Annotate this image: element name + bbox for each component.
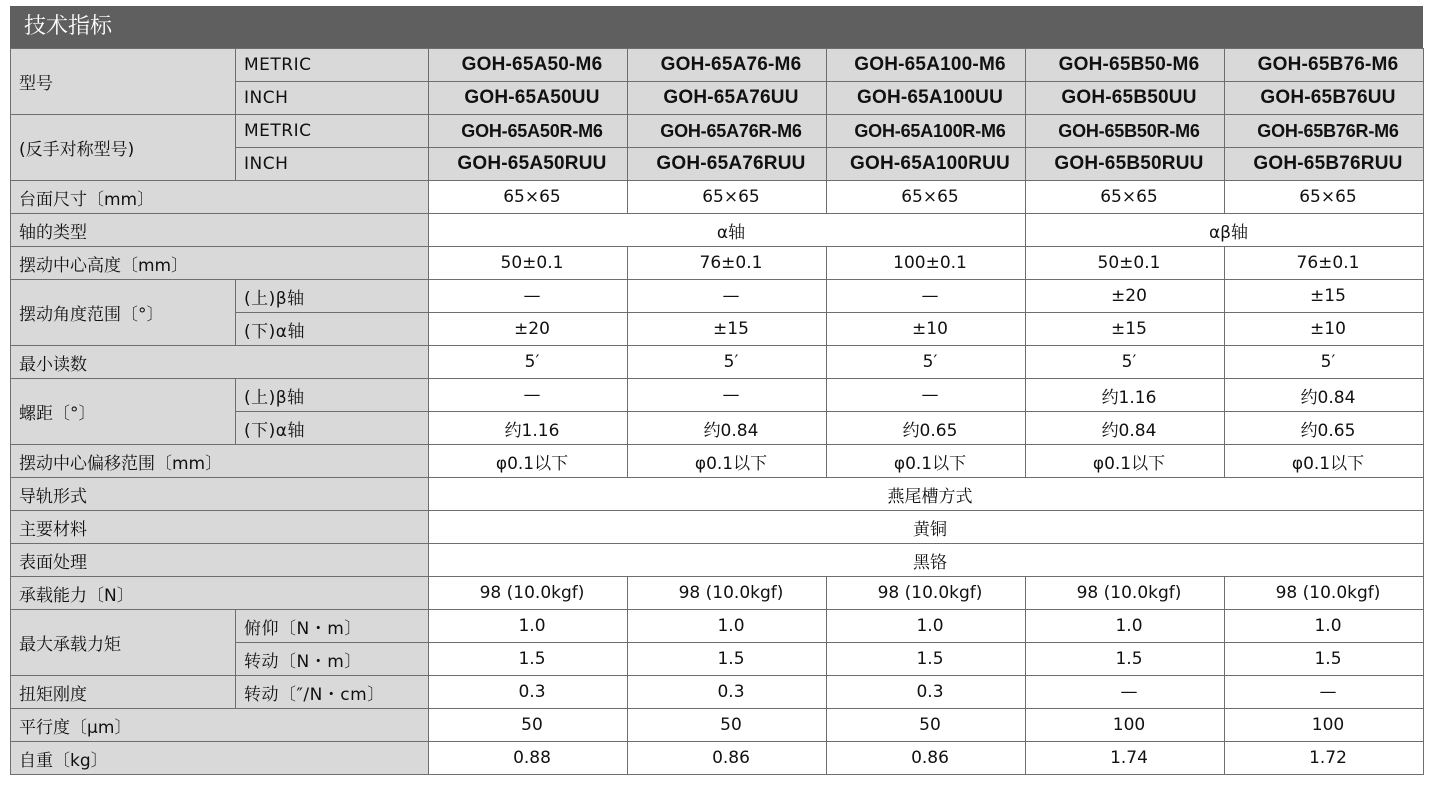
value-cell: 100±0.1 bbox=[827, 247, 1026, 280]
value-cell: 1.5 bbox=[1026, 643, 1225, 676]
value-cell: 燕尾槽方式 bbox=[429, 478, 1424, 511]
sublabel-lower-alpha: (下)α轴 bbox=[236, 412, 429, 445]
value-cell: 黄铜 bbox=[429, 511, 1424, 544]
spec-table bbox=[10, 48, 1424, 775]
value-cell: 1.5 bbox=[1225, 643, 1424, 676]
value-cell: 98 (10.0kgf) bbox=[628, 577, 827, 610]
value-cell: 1.0 bbox=[1225, 610, 1424, 643]
sublabel-upper-beta: (上)β轴 bbox=[236, 280, 429, 313]
value-cell: 76±0.1 bbox=[1225, 247, 1424, 280]
model-cell: GOH-65B50RUU bbox=[1026, 148, 1225, 181]
value-cell: 1.74 bbox=[1026, 742, 1225, 775]
model-cell: GOH-65A50R-M6 bbox=[429, 115, 628, 148]
label-surface: 表面处理 bbox=[11, 544, 429, 577]
label-min-reading: 最小读数 bbox=[11, 346, 429, 379]
value-cell: 5′ bbox=[1026, 346, 1225, 379]
row-table-size bbox=[11, 181, 1424, 214]
row-load bbox=[11, 577, 1424, 610]
model-cell: GOH-65A50RUU bbox=[429, 148, 628, 181]
label-load: 承载能力〔N〕 bbox=[11, 577, 429, 610]
value-cell: ±20 bbox=[1026, 280, 1225, 313]
value-cell: 1.0 bbox=[827, 610, 1026, 643]
value-cell: 约0.84 bbox=[628, 412, 827, 445]
value-cell: 0.86 bbox=[628, 742, 827, 775]
value-cell: — bbox=[429, 379, 628, 412]
value-cell: 98 (10.0kgf) bbox=[1225, 577, 1424, 610]
row-material bbox=[11, 511, 1424, 544]
value-cell: ±10 bbox=[827, 313, 1026, 346]
label-swing-height: 摆动中心高度〔mm〕 bbox=[11, 247, 429, 280]
sublabel-inch: INCH bbox=[236, 148, 429, 181]
label-guide: 导轨形式 bbox=[11, 478, 429, 511]
value-cell: — bbox=[628, 379, 827, 412]
value-cell: 5′ bbox=[628, 346, 827, 379]
label-center-offset: 摆动中心偏移范围〔mm〕 bbox=[11, 445, 429, 478]
value-cell: — bbox=[1225, 676, 1424, 709]
sublabel-metric: METRIC bbox=[236, 115, 429, 148]
value-cell: 98 (10.0kgf) bbox=[1026, 577, 1225, 610]
value-cell: 1.72 bbox=[1225, 742, 1424, 775]
sublabel-inch: INCH bbox=[236, 82, 429, 115]
value-cell: 65×65 bbox=[1026, 181, 1225, 214]
label-table-size: 台面尺寸〔mm〕 bbox=[11, 181, 429, 214]
model-cell: GOH-65B76R-M6 bbox=[1225, 115, 1424, 148]
model-cell: GOH-65A76R-M6 bbox=[628, 115, 827, 148]
sublabel-lower-alpha: (下)α轴 bbox=[236, 313, 429, 346]
model-cell: GOH-65B50UU bbox=[1026, 82, 1225, 115]
value-cell: 约0.84 bbox=[1026, 412, 1225, 445]
value-cell: φ0.1以下 bbox=[1225, 445, 1424, 478]
value-cell: ±15 bbox=[628, 313, 827, 346]
model-cell: GOH-65B50R-M6 bbox=[1026, 115, 1225, 148]
model-cell: GOH-65B76-M6 bbox=[1225, 49, 1424, 82]
value-cell: 约0.84 bbox=[1225, 379, 1424, 412]
value-cell: 约1.16 bbox=[429, 412, 628, 445]
value-cell: ±20 bbox=[429, 313, 628, 346]
value-cell: 98 (10.0kgf) bbox=[429, 577, 628, 610]
value-cell: 0.3 bbox=[827, 676, 1026, 709]
model-cell: GOH-65A50UU bbox=[429, 82, 628, 115]
row-moment-pitch bbox=[11, 610, 1424, 643]
row-swing-angle-upper bbox=[11, 280, 1424, 313]
row-min-reading bbox=[11, 346, 1424, 379]
value-cell: — bbox=[827, 280, 1026, 313]
value-cell: — bbox=[628, 280, 827, 313]
value-cell: φ0.1以下 bbox=[827, 445, 1026, 478]
value-cell: 65×65 bbox=[628, 181, 827, 214]
value-cell: 65×65 bbox=[429, 181, 628, 214]
value-cell: ±15 bbox=[1225, 280, 1424, 313]
row-model-metric bbox=[11, 49, 1424, 82]
label-moment: 最大承载力矩 bbox=[11, 610, 236, 676]
model-cell: GOH-65B76UU bbox=[1225, 82, 1424, 115]
model-cell: GOH-65A50-M6 bbox=[429, 49, 628, 82]
sublabel-upper-beta: (上)β轴 bbox=[236, 379, 429, 412]
row-pitch-upper bbox=[11, 379, 1424, 412]
row-model-reverse-metric bbox=[11, 115, 1424, 148]
value-cell: 0.86 bbox=[827, 742, 1026, 775]
value-cell: ±15 bbox=[1026, 313, 1225, 346]
value-cell: 1.5 bbox=[827, 643, 1026, 676]
value-cell: 5′ bbox=[1225, 346, 1424, 379]
sublabel-metric: METRIC bbox=[236, 49, 429, 82]
value-cell: 1.0 bbox=[429, 610, 628, 643]
value-cell: 65×65 bbox=[1225, 181, 1424, 214]
label-model-reverse: (反手对称型号) bbox=[11, 115, 236, 181]
value-cell: 0.3 bbox=[628, 676, 827, 709]
model-cell: GOH-65A76UU bbox=[628, 82, 827, 115]
value-cell: — bbox=[1026, 676, 1225, 709]
label-pitch: 螺距〔°〕 bbox=[11, 379, 236, 445]
model-cell: GOH-65B76RUU bbox=[1225, 148, 1424, 181]
value-cell: 50 bbox=[827, 709, 1026, 742]
value-cell: 1.5 bbox=[429, 643, 628, 676]
value-cell: α轴 bbox=[429, 214, 1026, 247]
label-parallelism: 平行度〔μm〕 bbox=[11, 709, 429, 742]
value-cell: 约1.16 bbox=[1026, 379, 1225, 412]
value-cell: 黑铬 bbox=[429, 544, 1424, 577]
model-cell: GOH-65A76-M6 bbox=[628, 49, 827, 82]
value-cell: 50±0.1 bbox=[1026, 247, 1225, 280]
value-cell: 98 (10.0kgf) bbox=[827, 577, 1026, 610]
model-cell: GOH-65A100RUU bbox=[827, 148, 1026, 181]
value-cell: 0.3 bbox=[429, 676, 628, 709]
value-cell: 1.0 bbox=[628, 610, 827, 643]
model-cell: GOH-65A100UU bbox=[827, 82, 1026, 115]
value-cell: 5′ bbox=[429, 346, 628, 379]
value-cell: φ0.1以下 bbox=[1026, 445, 1225, 478]
model-cell: GOH-65A100R-M6 bbox=[827, 115, 1026, 148]
label-swing-angle: 摆动角度范围〔°〕 bbox=[11, 280, 236, 346]
value-cell: 100 bbox=[1225, 709, 1424, 742]
row-axis-type bbox=[11, 214, 1424, 247]
value-cell: αβ轴 bbox=[1026, 214, 1424, 247]
value-cell: 50±0.1 bbox=[429, 247, 628, 280]
value-cell: 约0.65 bbox=[1225, 412, 1424, 445]
value-cell: ±10 bbox=[1225, 313, 1424, 346]
value-cell: — bbox=[429, 280, 628, 313]
model-cell: GOH-65A76RUU bbox=[628, 148, 827, 181]
value-cell: φ0.1以下 bbox=[429, 445, 628, 478]
value-cell: 约0.65 bbox=[827, 412, 1026, 445]
label-axis-type: 轴的类型 bbox=[11, 214, 429, 247]
row-guide bbox=[11, 478, 1424, 511]
label-material: 主要材料 bbox=[11, 511, 429, 544]
value-cell: φ0.1以下 bbox=[628, 445, 827, 478]
row-swing-height bbox=[11, 247, 1424, 280]
model-cell: GOH-65A100-M6 bbox=[827, 49, 1026, 82]
row-torsion bbox=[11, 676, 1424, 709]
row-weight bbox=[11, 742, 1424, 775]
value-cell: 1.0 bbox=[1026, 610, 1225, 643]
value-cell: 65×65 bbox=[827, 181, 1026, 214]
sublabel-torsion: 转动〔″/N・cm〕 bbox=[236, 676, 429, 709]
value-cell: 5′ bbox=[827, 346, 1026, 379]
label-model: 型号 bbox=[11, 49, 236, 115]
value-cell: 100 bbox=[1026, 709, 1225, 742]
value-cell: — bbox=[827, 379, 1026, 412]
value-cell: 76±0.1 bbox=[628, 247, 827, 280]
value-cell: 0.88 bbox=[429, 742, 628, 775]
value-cell: 50 bbox=[628, 709, 827, 742]
value-cell: 1.5 bbox=[628, 643, 827, 676]
row-parallelism bbox=[11, 709, 1424, 742]
row-surface bbox=[11, 544, 1424, 577]
sublabel-moment-rot: 转动〔N・m〕 bbox=[236, 643, 429, 676]
value-cell: 50 bbox=[429, 709, 628, 742]
label-torsion: 扭矩刚度 bbox=[11, 676, 236, 709]
section-title: 技术指标 bbox=[10, 6, 1423, 48]
model-cell: GOH-65B50-M6 bbox=[1026, 49, 1225, 82]
row-center-offset bbox=[11, 445, 1424, 478]
sublabel-moment-pitch: 俯仰〔N・m〕 bbox=[236, 610, 429, 643]
label-weight: 自重〔kg〕 bbox=[11, 742, 429, 775]
